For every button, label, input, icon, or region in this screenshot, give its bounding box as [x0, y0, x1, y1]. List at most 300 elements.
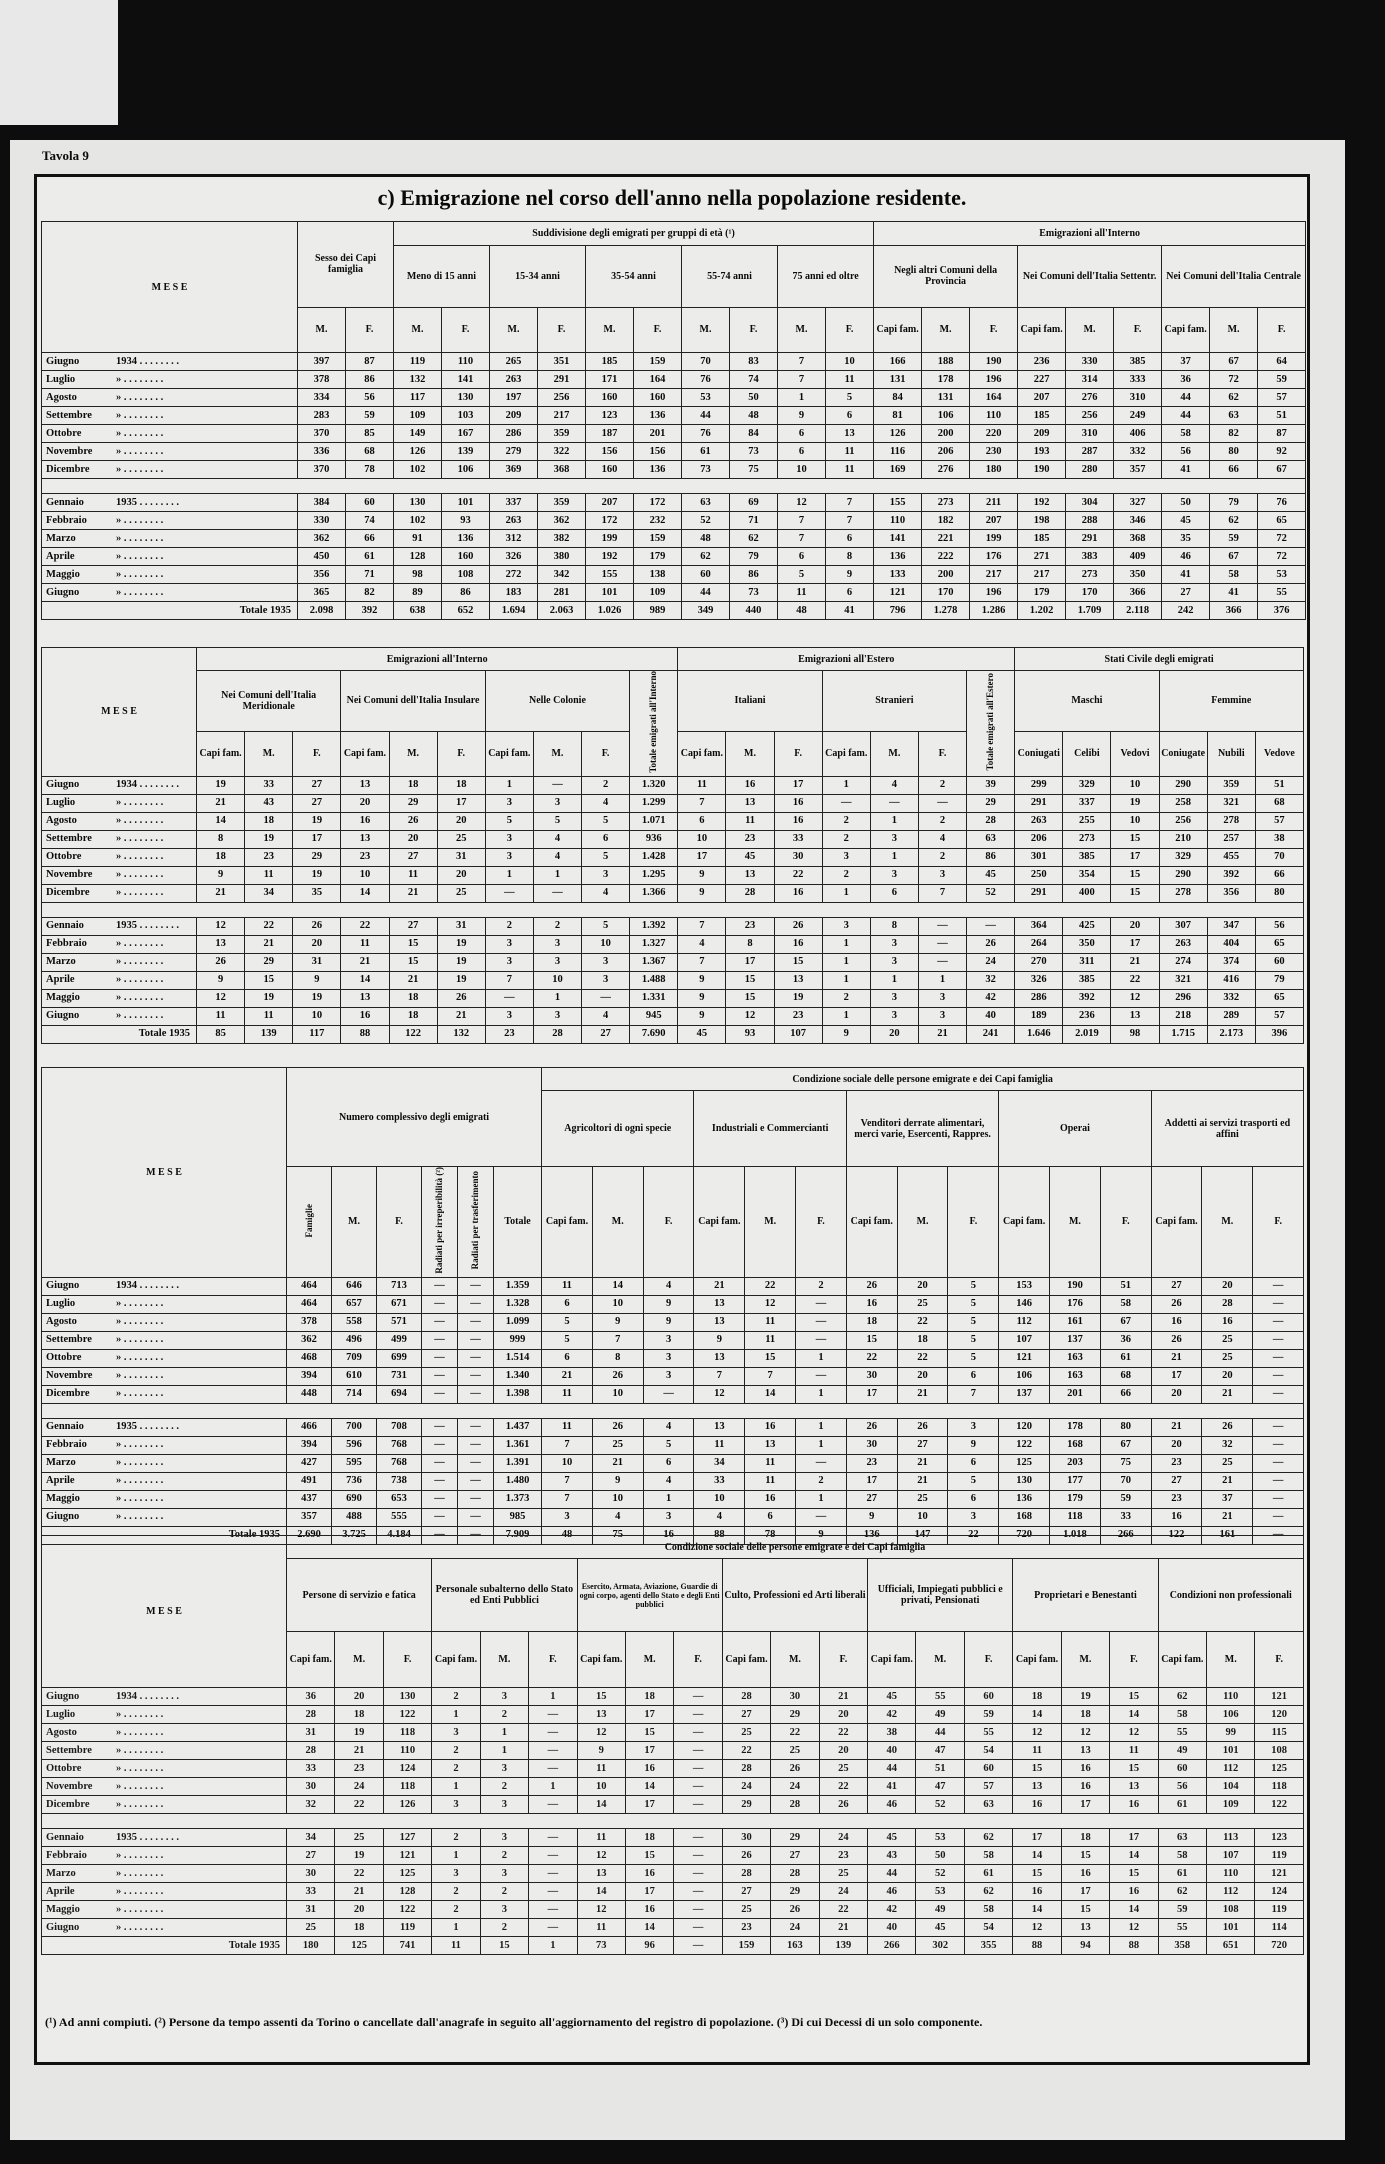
data-cell: 53: [916, 1829, 964, 1847]
data-cell: 359: [1207, 776, 1255, 794]
table-row: [42, 953, 1304, 971]
subheader-2: F.: [377, 1167, 422, 1278]
data-cell: 78: [346, 461, 394, 479]
data-cell: 180: [970, 461, 1018, 479]
data-cell: 23: [335, 1760, 383, 1778]
data-cell: —: [1253, 1472, 1304, 1490]
month-label: [42, 1919, 287, 1937]
data-cell: 11: [197, 1007, 245, 1025]
data-cell: 1.295: [630, 866, 678, 884]
subheader-18: Celibi: [1063, 731, 1111, 776]
data-cell: 28: [287, 1706, 335, 1724]
data-cell: 357: [287, 1508, 332, 1526]
month-name: Novembre: [46, 869, 93, 881]
data-cell: 2: [822, 866, 870, 884]
data-cell: 15: [1111, 830, 1159, 848]
data-cell: 326: [1015, 971, 1063, 989]
data-cell: 107: [999, 1331, 1050, 1349]
data-cell: —: [796, 1508, 847, 1526]
data-cell: 56: [1255, 917, 1303, 935]
leader-dots: . . . . . . . .: [137, 1421, 179, 1433]
data-cell: 17: [678, 848, 726, 866]
data-cell: 40: [868, 1742, 916, 1760]
data-cell: 54: [964, 1919, 1012, 1937]
total-cell: 73: [577, 1937, 625, 1955]
data-cell: 13: [1061, 1919, 1109, 1937]
table-row: [42, 1490, 1304, 1508]
table-row: [42, 1796, 1304, 1814]
data-cell: 5: [485, 812, 533, 830]
data-cell: 80: [1100, 1418, 1151, 1436]
subheader-17: F.: [1110, 1632, 1158, 1688]
data-cell: 33: [694, 1472, 745, 1490]
data-cell: 271: [1018, 548, 1066, 566]
data-cell: 56: [1158, 1778, 1206, 1796]
data-cell: —: [1253, 1331, 1304, 1349]
data-cell: 27: [1151, 1472, 1202, 1490]
data-cell: —: [422, 1349, 458, 1367]
data-cell: 25: [897, 1490, 948, 1508]
table-row: [42, 812, 1304, 830]
total-cell: 1.709: [1066, 602, 1114, 620]
data-cell: 93: [442, 512, 490, 530]
data-cell: 102: [394, 512, 442, 530]
data-cell: 5: [826, 389, 874, 407]
data-cell: —: [967, 917, 1015, 935]
data-cell: 1.373: [494, 1490, 542, 1508]
data-cell: 12: [577, 1724, 625, 1742]
data-cell: 2: [480, 1706, 528, 1724]
data-cell: 189: [1015, 1007, 1063, 1025]
data-cell: 15: [389, 935, 437, 953]
data-cell: 119: [394, 353, 442, 371]
subheader-19: M.: [1210, 307, 1258, 352]
total-cell: 4.184: [377, 1526, 422, 1544]
data-cell: 167: [442, 425, 490, 443]
data-cell: 427: [287, 1454, 332, 1472]
gap-cell: [42, 1403, 1304, 1418]
data-cell: 22: [819, 1778, 867, 1796]
data-cell: 172: [586, 512, 634, 530]
subheader-12: Capi fam.: [874, 307, 922, 352]
data-cell: 24: [771, 1778, 819, 1796]
data-cell: 190: [1050, 1277, 1101, 1295]
data-cell: 66: [346, 530, 394, 548]
data-cell: —: [796, 1313, 847, 1331]
header-emig-estero: Emigrazioni all'Estero: [678, 648, 1015, 671]
data-cell: —: [529, 1796, 577, 1814]
data-cell: 392: [1063, 989, 1111, 1007]
data-cell: 20: [1151, 1436, 1202, 1454]
data-cell: 3: [480, 1688, 528, 1706]
data-cell: 47: [916, 1778, 964, 1796]
data-cell: 41: [868, 1778, 916, 1796]
data-cell: 1.331: [630, 989, 678, 1007]
total-row: [42, 1025, 1304, 1043]
data-cell: 945: [630, 1007, 678, 1025]
data-cell: 53: [682, 389, 730, 407]
month-name: Luglio: [46, 797, 76, 809]
data-cell: 25: [437, 830, 485, 848]
month-year: »: [116, 956, 122, 968]
total-cell: 180: [287, 1937, 335, 1955]
data-cell: 7: [745, 1367, 796, 1385]
data-cell: 11: [542, 1418, 593, 1436]
data-cell: 25: [1202, 1331, 1253, 1349]
data-cell: —: [1253, 1385, 1304, 1403]
header-settentrionale: Nei Comuni dell'Italia Settentr.: [1018, 245, 1162, 307]
data-cell: 6: [643, 1454, 694, 1472]
data-cell: 28: [771, 1796, 819, 1814]
month-label: [42, 1865, 287, 1883]
data-cell: 2: [533, 917, 581, 935]
month-label: [42, 461, 298, 479]
data-cell: 103: [442, 407, 490, 425]
data-cell: 394: [287, 1367, 332, 1385]
data-cell: 10: [577, 1778, 625, 1796]
data-cell: 21: [335, 1742, 383, 1760]
data-cell: 67: [1100, 1313, 1151, 1331]
data-cell: 1: [778, 389, 826, 407]
data-cell: 19: [293, 812, 341, 830]
data-cell: 671: [377, 1295, 422, 1313]
subheader-15: Capi fam.: [1018, 307, 1066, 352]
data-cell: —: [529, 1901, 577, 1919]
total-cell: 16: [643, 1526, 694, 1544]
data-cell: 20: [437, 812, 485, 830]
month-year: »: [116, 391, 122, 403]
data-cell: 736: [332, 1472, 377, 1490]
data-cell: 22: [722, 1742, 770, 1760]
data-cell: 1: [822, 953, 870, 971]
month-name: Giugno: [46, 779, 80, 791]
data-cell: 14: [1110, 1901, 1158, 1919]
page-title: c) Emigrazione nel corso dell'anno nella popolazione residente.: [377, 185, 967, 210]
data-cell: 21: [1202, 1508, 1253, 1526]
data-cell: 58: [964, 1901, 1012, 1919]
data-cell: 365: [298, 584, 346, 602]
table-row: [42, 1367, 1304, 1385]
subheader-14: F.: [970, 307, 1018, 352]
total-cell: 125: [335, 1937, 383, 1955]
total-cell: 22: [948, 1526, 999, 1544]
header-condizione: Condizione sociale delle persone emigrate e dei Capi famiglia: [542, 1068, 1304, 1091]
data-cell: 404: [1207, 935, 1255, 953]
month-label: [42, 389, 298, 407]
data-cell: 699: [377, 1349, 422, 1367]
data-cell: 1: [533, 866, 581, 884]
data-cell: 200: [922, 566, 970, 584]
header-meridionale: Nei Comuni dell'Italia Meridionale: [197, 671, 341, 732]
data-cell: 337: [490, 494, 538, 512]
data-cell: 67: [1210, 353, 1258, 371]
data-cell: 3: [533, 953, 581, 971]
data-cell: 14: [1013, 1847, 1061, 1865]
data-cell: 1: [796, 1349, 847, 1367]
data-cell: 198: [1018, 512, 1066, 530]
leader-dots: . . . . . . . .: [121, 1457, 164, 1469]
data-cell: 23: [341, 848, 389, 866]
header-operai: Operai: [999, 1091, 1151, 1167]
data-cell: 160: [586, 461, 634, 479]
data-cell: 141: [874, 530, 922, 548]
data-cell: 28: [967, 812, 1015, 830]
data-cell: 133: [874, 566, 922, 584]
data-cell: 108: [1207, 1901, 1255, 1919]
data-cell: 8: [726, 935, 774, 953]
subheader-6: M.: [586, 307, 634, 352]
data-cell: 44: [868, 1865, 916, 1883]
table-row: [42, 1508, 1304, 1526]
data-cell: —: [458, 1313, 494, 1331]
month-year: »: [116, 586, 122, 598]
header-totale-estero: Totale emigrati all'Estero: [967, 671, 1015, 777]
data-cell: 327: [1114, 494, 1162, 512]
data-cell: 14: [625, 1919, 673, 1937]
data-cell: 5: [582, 812, 630, 830]
data-cell: 6: [870, 884, 918, 902]
data-cell: 19: [197, 776, 245, 794]
data-cell: 366: [1114, 584, 1162, 602]
data-cell: 163: [1050, 1349, 1101, 1367]
data-cell: 136: [634, 407, 682, 425]
data-cell: —: [918, 917, 966, 935]
data-cell: —: [529, 1883, 577, 1901]
data-cell: 23: [1151, 1454, 1202, 1472]
header-mese: M E S E: [42, 648, 197, 777]
data-cell: 63: [1158, 1829, 1206, 1847]
data-cell: 70: [682, 353, 730, 371]
month-year: »: [116, 1457, 122, 1469]
data-cell: 126: [383, 1796, 431, 1814]
data-cell: 30: [771, 1688, 819, 1706]
data-cell: 10: [341, 866, 389, 884]
data-cell: 36: [287, 1688, 335, 1706]
data-cell: —: [918, 953, 966, 971]
data-cell: 22: [774, 866, 822, 884]
data-cell: 3: [948, 1508, 999, 1526]
data-cell: 26: [592, 1418, 643, 1436]
data-cell: 20: [819, 1742, 867, 1760]
data-cell: 3: [485, 935, 533, 953]
data-cell: 1.366: [630, 884, 678, 902]
data-cell: 322: [538, 443, 586, 461]
data-cell: 936: [630, 830, 678, 848]
data-cell: 6: [826, 407, 874, 425]
data-cell: 59: [346, 407, 394, 425]
data-cell: 137: [1050, 1331, 1101, 1349]
month-label: [42, 1706, 287, 1724]
data-cell: —: [1253, 1367, 1304, 1385]
data-cell: 79: [730, 548, 778, 566]
data-cell: 450: [298, 548, 346, 566]
subheader-5: F.: [437, 731, 485, 776]
data-cell: 65: [1255, 935, 1303, 953]
data-cell: 17: [846, 1385, 897, 1403]
data-cell: 14: [1110, 1706, 1158, 1724]
data-cell: 276: [922, 461, 970, 479]
data-cell: 2: [918, 812, 966, 830]
data-cell: 49: [916, 1706, 964, 1724]
month-year: 1934: [116, 355, 137, 367]
data-cell: 49: [916, 1901, 964, 1919]
data-cell: —: [529, 1865, 577, 1883]
leader-dots: . . . . . . . .: [121, 1439, 164, 1451]
data-cell: 34: [694, 1454, 745, 1472]
data-cell: 378: [298, 371, 346, 389]
month-name: Agosto: [46, 1726, 77, 1738]
data-cell: 3: [582, 971, 630, 989]
data-cell: 3: [485, 1007, 533, 1025]
leader-dots: . . . . . . . .: [121, 1921, 164, 1933]
total-cell: 2.173: [1207, 1025, 1255, 1043]
subheader-5: Totale: [494, 1167, 542, 1278]
leader-dots: . . . . . . . .: [121, 833, 164, 845]
data-cell: 1.320: [630, 776, 678, 794]
data-cell: 66: [1210, 461, 1258, 479]
data-cell: 272: [490, 566, 538, 584]
data-cell: 304: [1066, 494, 1114, 512]
data-cell: 159: [634, 530, 682, 548]
subheader-19: M.: [1202, 1167, 1253, 1278]
data-cell: 161: [1050, 1313, 1101, 1331]
subheader-8: F.: [643, 1167, 694, 1278]
data-cell: 50: [1162, 494, 1210, 512]
subheader-19: Vedovi: [1111, 731, 1159, 776]
data-cell: 21: [1151, 1349, 1202, 1367]
data-cell: 1: [870, 971, 918, 989]
month-year: 1934: [116, 1280, 137, 1292]
header-agricoltori: Agricoltori di ogni specie: [542, 1091, 694, 1167]
data-cell: 87: [346, 353, 394, 371]
total-cell: 20: [870, 1025, 918, 1043]
data-cell: 17: [1013, 1829, 1061, 1847]
subheader-20: Coniugate: [1159, 731, 1207, 776]
data-cell: 31: [287, 1901, 335, 1919]
month-name: Ottobre: [46, 1352, 82, 1364]
data-cell: 30: [846, 1367, 897, 1385]
data-cell: 31: [437, 917, 485, 935]
data-cell: 61: [964, 1865, 1012, 1883]
data-cell: 136: [634, 461, 682, 479]
data-cell: 595: [332, 1454, 377, 1472]
subheader-7: M.: [533, 731, 581, 776]
data-cell: —: [422, 1472, 458, 1490]
data-cell: 21: [819, 1919, 867, 1937]
data-cell: 1.099: [494, 1313, 542, 1331]
data-cell: 18: [389, 1007, 437, 1025]
data-cell: 41: [1210, 584, 1258, 602]
data-cell: 51: [1258, 407, 1306, 425]
data-cell: 130: [442, 389, 490, 407]
leader-dots: . . . . . . . .: [121, 1370, 164, 1382]
data-cell: 42: [967, 989, 1015, 1007]
total-cell: 349: [682, 602, 730, 620]
data-cell: 18: [389, 776, 437, 794]
data-cell: 14: [341, 884, 389, 902]
subheader-22: Vedove: [1255, 731, 1303, 776]
data-cell: 45: [916, 1919, 964, 1937]
data-cell: 38: [868, 1724, 916, 1742]
data-cell: 16: [846, 1295, 897, 1313]
data-cell: 351: [538, 353, 586, 371]
data-cell: —: [1253, 1490, 1304, 1508]
data-cell: 20: [389, 830, 437, 848]
table-row: [42, 1724, 1304, 1742]
table-row: [42, 443, 1306, 461]
data-cell: 11: [245, 1007, 293, 1025]
data-cell: 38: [1255, 830, 1303, 848]
data-cell: 1.398: [494, 1385, 542, 1403]
subheader-1: F.: [346, 307, 394, 352]
data-cell: 14: [745, 1385, 796, 1403]
data-cell: 19: [245, 830, 293, 848]
leader-dots: . . . . . . . .: [121, 974, 164, 986]
data-cell: 63: [964, 1796, 1012, 1814]
header-sesso-capi: Sesso dei Capi famiglia: [298, 222, 394, 308]
data-cell: 132: [394, 371, 442, 389]
data-cell: 2: [485, 917, 533, 935]
data-cell: 596: [332, 1436, 377, 1454]
month-name: Marzo: [46, 532, 76, 544]
data-cell: 83: [730, 353, 778, 371]
month-name: Gennaio: [46, 920, 84, 932]
data-cell: 13: [694, 1295, 745, 1313]
total-cell: 139: [819, 1937, 867, 1955]
data-cell: 26: [819, 1796, 867, 1814]
data-cell: 23: [1151, 1490, 1202, 1508]
data-cell: 9: [643, 1313, 694, 1331]
data-cell: 109: [394, 407, 442, 425]
data-cell: 57: [964, 1778, 1012, 1796]
table-row: [42, 1778, 1304, 1796]
data-cell: 24: [819, 1883, 867, 1901]
data-cell: 196: [970, 371, 1018, 389]
data-cell: 63: [682, 494, 730, 512]
data-cell: 187: [586, 425, 634, 443]
month-year: »: [116, 1744, 122, 1756]
month-name: Febbraio: [46, 1849, 87, 1861]
month-label: [42, 1472, 287, 1490]
data-cell: 10: [1111, 812, 1159, 830]
data-cell: 22: [897, 1313, 948, 1331]
data-cell: 40: [967, 1007, 1015, 1025]
header-provincia: Negli altri Comuni della Provincia: [874, 245, 1018, 307]
data-cell: 5: [643, 1436, 694, 1454]
leader-dots: . . . . . . . .: [121, 1849, 164, 1861]
leader-dots: . . . . . . . .: [137, 920, 179, 932]
data-cell: 31: [293, 953, 341, 971]
data-cell: —: [674, 1778, 722, 1796]
data-cell: 176: [970, 548, 1018, 566]
data-cell: 34: [245, 884, 293, 902]
data-cell: 10: [592, 1490, 643, 1508]
data-cell: 109: [1207, 1796, 1255, 1814]
data-cell: 29: [771, 1883, 819, 1901]
total-cell: 75: [592, 1526, 643, 1544]
data-cell: 279: [490, 443, 538, 461]
data-cell: 1.367: [630, 953, 678, 971]
data-cell: 21: [437, 1007, 485, 1025]
data-cell: 99: [1207, 1724, 1255, 1742]
data-cell: 190: [970, 353, 1018, 371]
data-cell: 14: [341, 971, 389, 989]
data-cell: 118: [1050, 1508, 1101, 1526]
data-cell: 3: [582, 866, 630, 884]
data-cell: 11: [577, 1919, 625, 1937]
total-cell: 1.715: [1159, 1025, 1207, 1043]
data-cell: —: [458, 1490, 494, 1508]
